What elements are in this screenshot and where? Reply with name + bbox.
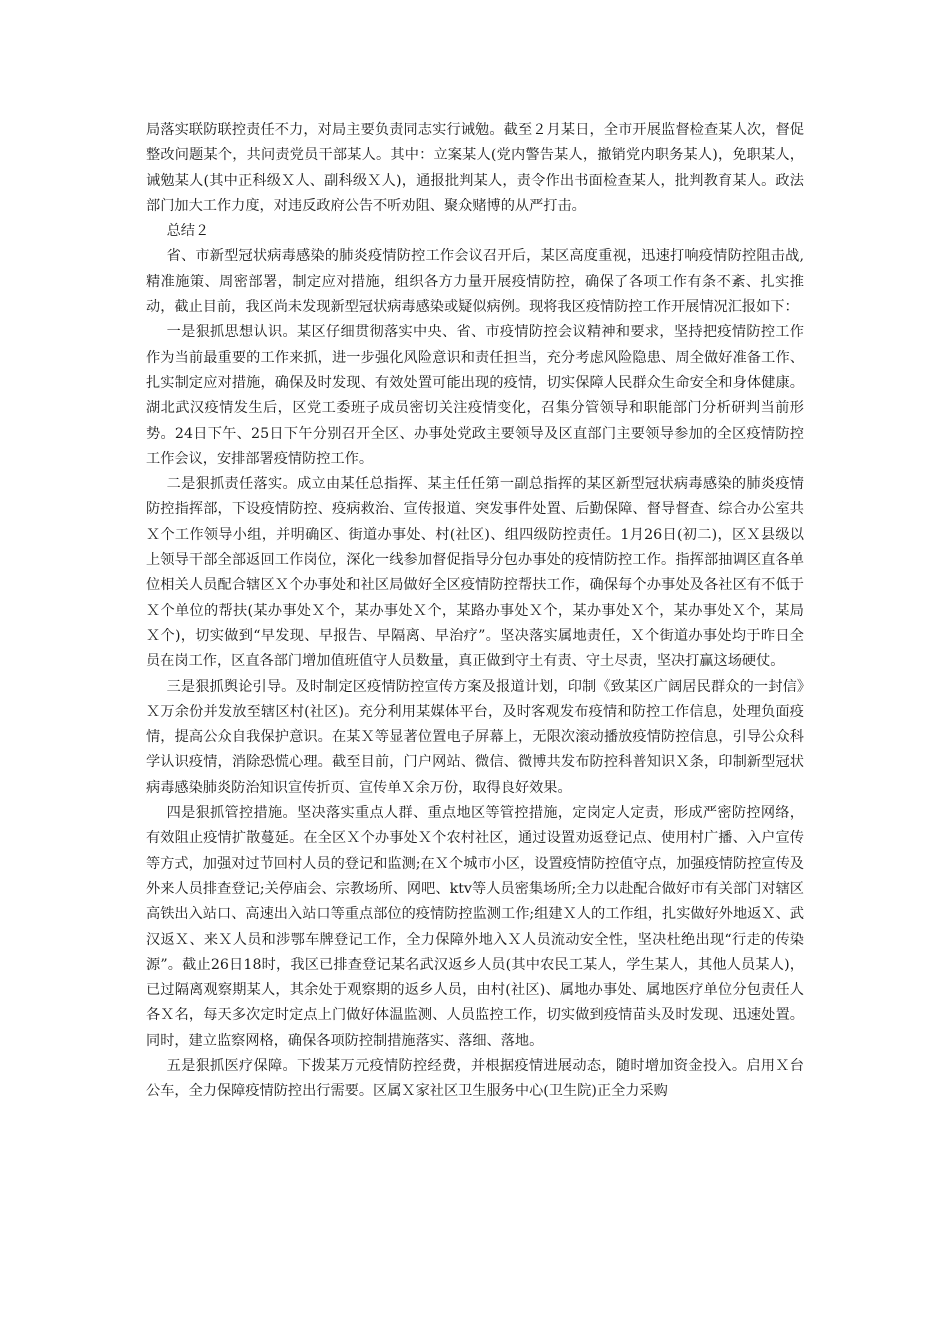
- paragraph-point-5: 五是狠抓医疗保障。下拨某万元疫情防控经费，并根据疫情进展动态，随时增加资金投入。启用Ｘ台公车，全力保障疫情防控出行需要。区属Ｘ家社区卫生服务中心(卫生院)正全力采购: [146, 1057, 804, 1100]
- paragraph-intro: 省、市新型冠状病毒感染的肺炎疫情防控工作会议召开后，某区高度重视，迅速打响疫情防控阻击战,精准施策、周密部署，制定应对措施，组织各方力量开展疫情防控，确保了各项工作有条不紊、扎实推动，截止目前，我区尚未发现新型冠状病毒感染或疑似病例。现将我区疫情防控工作开展情况汇报如下：: [146, 248, 804, 316]
- paragraph-point-3: 三是狠抓舆论引导。及时制定区疫情防控宣传方案及报道计划，印制《致某区广阔居民群众的一封信》Ｘ万余份并发放至辖区村(社区)。充分利用某媒体平台，及时客观发布疫情和防控工作信息，处理负面疫情，提高公众自我保护意识。在某Ｘ等显著位置电子屏幕上，无限次滚动播放疫情防控信息，引导公众科学认识疫情，消除恐慌心理。截至目前，门户网站、微信、微博共发布防控科普知识Ｘ条，印制新型冠状病毒感染肺炎防治知识宣传折页、宣传单Ｘ余万份，取得良好效果。: [146, 678, 804, 796]
- paragraph-point-4: 四是狠抓管控措施。坚决落实重点人群、重点地区等管控措施，定岗定人定责，形成严密防控网络，有效阻止疫情扩散蔓延。在全区Ｘ个办事处Ｘ个农村社区，通过设置劝返登记点、使用村广播、入户宣传等方式，加强对过节回村人员的登记和监测;在Ｘ个城市小区，设置疫情防控值守点，加强疫情防控宣传及外来人员排查登记;关停庙会、宗教场所、网吧、ktv等人员密集场所;全力以赴配合做好市有关部门对辖区高铁出入站口、高速出入站口等重点部位的疫情防控监测工作;组建Ｘ人的工作组，扎实做好外地返Ｘ、武汉返Ｘ、来Ｘ人员和涉鄂车牌登记工作，全力保障外地入Ｘ人员流动安全性，坚决杜绝出现“行走的传染源”。截止26日18时，我区已排查登记某名武汉返乡人员(其中农民工某人，学生某人，其他人员某人)，已过隔离观察期某人，其余处于观察期的返乡人员，由村(社区)、属地办事处、属地医疗单位分包责任人各Ｘ名，每天多次定时定点上门做好体温监测、人员监控工作，切实做到疫情苗头及时发现、迅速处置。同时，建立监察网格，确保各项防控制措施落实、落细、落地。: [146, 805, 804, 1049]
- paragraph-point-2: 二是狠抓责任落实。成立由某任总指挥、某主任任第一副总指挥的某区新型冠状病毒感染的肺炎疫情防控指挥部，下设疫情防控、疫病救治、宣传报道、突发事件处置、后勤保障、督导督查、综合办公室共Ｘ个工作领导小组，并明确区、街道办事处、村(社区)、组四级防控责任。1月26日(初二)，区Ｘ县级以上领导干部全部返回工作岗位，深化一线参加督促指导分包办事处的疫情防控工作。指挥部抽调区直各单位相关人员配合辖区Ｘ个办事处和社区局做好全区疫情防控帮扶工作，确保每个办事处及各社区有不低于Ｘ个单位的帮扶(某办事处Ｘ个，某办事处Ｘ个，某路办事处Ｘ个，某办事处Ｘ个，某办事处Ｘ个，某局Ｘ个)，切实做到“早发现、早报告、早隔离、早治疗”。坚决落实属地责任，Ｘ个街道办事处均于昨日全员在岗工作，区直各部门增加值班值守人员数量，真正做到守土有责、守土尽责，坚决打赢这场硬仗。: [146, 476, 804, 670]
- paragraph-point-1: 一是狠抓思想认识。某区仔细贯彻落实中央、省、市疫情防控会议精神和要求，坚持把疫情防控工作作为当前最重要的工作来抓，进一步强化风险意识和责任担当，充分考虑风险隐患、周全做好准备工作、扎实制定应对措施，确保及时发现、有效处置可能出现的疫情，切实保障人民群众生命安全和身体健康。湖北武汉疫情发生后，区党工委班子成员密切关注疫情变化，召集分管领导和职能部门分析研判当前形势。24日下午、25日下午分别召开全区、办事处党政主要领导及区直部门主要领导参加的全区疫情防控工作会议，安排部署疫情防控工作。: [146, 324, 804, 467]
- section-heading-summary-2: 总结２: [166, 223, 210, 240]
- paragraph-continuation: 局落实联防联控责任不力，对局主要负责同志实行诫勉。截至２月某日，全市开展监督检查某人次，督促整改问题某个，共问责党员干部某人。其中：立案某人(党内警告某人，撤销党内职务某人)，免职某人，诫勉某人(其中正科级Ｘ人、副科级Ｘ人)，通报批判某人，责令作出书面检查某人，批判教育某人。政法部门加大工作力度，对违反政府公告不听劝阻、聚众赌博的从严打击。: [146, 122, 804, 214]
- document-body: [146, 118, 804, 1105]
